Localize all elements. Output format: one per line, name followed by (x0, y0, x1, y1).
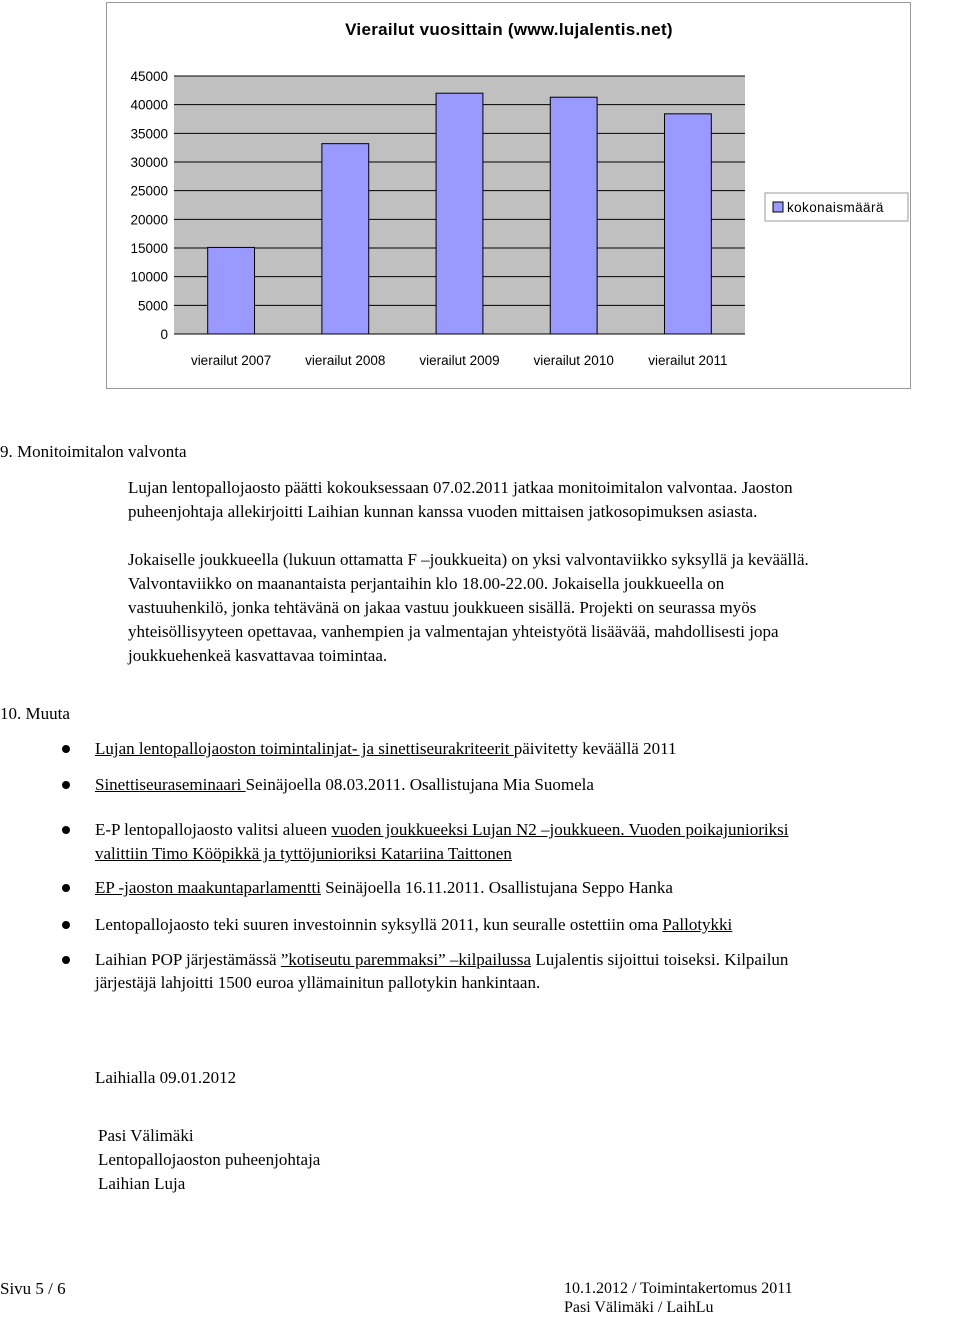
section-9-p2-line4: yhteisöllisyyteen opettavaa, vanhempien ja valmentajan yhteistyötä lisäävää, mahdollisesti jopa (128, 622, 779, 641)
section-9-p2-line2: Valvontaviikko on maanantaista perjantaihin klo 18.00-22.00. Jokaisella joukkueella on (128, 574, 725, 593)
chart-frame (106, 2, 911, 389)
bullet-1-text: päivitetty keväällä 2011 (513, 739, 677, 758)
bullet-6-text-rest: Lujalentis sijoittui toiseksi. Kilpailun (531, 950, 789, 969)
section-10-heading: 10. Muuta (0, 704, 70, 723)
link-toimintalinjat[interactable]: Lujan lentopallojaoston toimintalinjat- ja sinettiseurakriteerit (95, 739, 514, 758)
bullet-item-5 (95, 914, 732, 936)
section-9-p2-line3: vastuuhenkilö, jonka tehtävänä on jakaa vastuu joukkueen sisällä. Projekti on seurassa myös (128, 598, 757, 617)
y-tick-label: 0 (160, 327, 168, 342)
footer-author: Pasi Välimäki / LaihLu (564, 1299, 714, 1316)
section-9-p2-line5: joukkuehenkeä kasvattavaa toimintaa. (128, 646, 388, 665)
bullet-item-6-line2: järjestäjä lahjoitti 1500 euroa yllämainitun pallotykin hankintaan. (95, 973, 541, 992)
link-pallotykki[interactable]: Pallotykki (662, 915, 733, 934)
bar (550, 97, 597, 334)
y-tick-label: 20000 (130, 212, 168, 228)
bullet-icon (62, 921, 70, 929)
y-tick-label: 30000 (130, 155, 168, 170)
bar (208, 247, 255, 334)
y-tick-label: 10000 (130, 269, 168, 285)
bar (436, 93, 483, 334)
page-number: Sivu 5 / 6 (0, 1279, 66, 1298)
signer-role: Lentopallojaoston puheenjohtaja (98, 1150, 321, 1169)
place-date: Laihialla 09.01.2012 (95, 1068, 237, 1087)
legend-swatch (773, 202, 783, 212)
x-tick-label: vierailut 2007 (190, 353, 272, 368)
bullet-5-text: Lentopallojaosto teki suuren investoinnin syksyllä 2011, kun seuralle ostettiin oma (95, 915, 663, 934)
chart-legend (765, 193, 908, 221)
link-maakuntaparlamentti[interactable]: EP -jaoston maakuntaparlamentti (95, 878, 321, 897)
bar (322, 144, 369, 334)
y-tick-label: 5000 (137, 298, 168, 314)
y-tick-label: 25000 (130, 183, 168, 199)
section-9-p1-line2: puheenjohtaja allekirjoitti Laihian kunnan kanssa vuoden mittaisen jatkosopimuksen asiasta. (128, 502, 758, 521)
link-sinettiseuraseminaari[interactable]: Sinettiseuraseminaari (95, 775, 246, 794)
bullet-6-text: Laihian POP järjestämässä (95, 950, 281, 969)
bullet-2-text: Seinäjoella 08.03.2011. Osallistujana Mia Suomela (245, 775, 594, 794)
legend-label: kokonaismäärä (787, 200, 884, 215)
bullet-icon (62, 956, 70, 964)
chart-title: Vierailut vuosittain (www.lujalentis.net) (345, 20, 673, 39)
bullet-icon (62, 884, 70, 892)
bullet-item-3-line2 (95, 843, 512, 865)
y-tick-label: 35000 (130, 126, 168, 142)
bar (664, 114, 711, 334)
bullet-item-1 (95, 738, 676, 760)
signer-organization: Laihian Luja (98, 1174, 186, 1193)
link-vuoden-joukkue[interactable]: vuoden joukkueeksi Lujan N2 –joukkueen. Vuoden poikajunioriksi (331, 820, 789, 839)
link-kotiseutu-kilpailu[interactable]: ”kotiseutu paremmaksi” –kilpailussa (280, 950, 532, 969)
x-tick-label: vierailut 2011 (648, 353, 728, 368)
link-juniorit[interactable]: valittiin Timo Kööpikkä ja tyttöjunioriksi Katariina Taittonen (95, 844, 512, 863)
section-9-p2-line1: Jokaiselle joukkueella (lukuun ottamatta F –joukkueita) on yksi valvontaviikko syksyllä ja keväällä. (128, 550, 809, 569)
bullet-item-4 (95, 877, 673, 899)
x-tick-label: vierailut 2008 (305, 353, 386, 368)
footer-document: 10.1.2012 / Toimintakertomus 2011 (564, 1280, 793, 1297)
x-tick-label: vierailut 2009 (419, 353, 500, 368)
bullet-icon (62, 781, 70, 789)
bullet-3-text: E-P lentopallojaosto valitsi alueen (95, 820, 332, 839)
signer-name: Pasi Välimäki (98, 1126, 194, 1145)
bar-chart (107, 3, 912, 390)
bullet-item-6 (95, 949, 788, 971)
x-tick-label: vierailut 2010 (533, 353, 614, 368)
bullet-icon (62, 745, 70, 753)
bullet-icon (62, 826, 70, 834)
y-tick-label: 45000 (130, 69, 168, 84)
section-9-heading: 9. Monitoimitalon valvonta (0, 442, 187, 461)
y-tick-label: 40000 (130, 97, 168, 113)
bullet-item-2 (95, 774, 594, 796)
bullet-item-3 (95, 819, 789, 841)
bullet-4-text: Seinäjoella 16.11.2011. Osallistujana Seppo Hanka (320, 878, 673, 897)
y-tick-label: 15000 (130, 241, 168, 256)
section-9-p1-line1: Lujan lentopallojaosto päätti kokouksessaan 07.02.2011 jatkaa monitoimitalon valvontaa. Jaoston (128, 478, 793, 497)
